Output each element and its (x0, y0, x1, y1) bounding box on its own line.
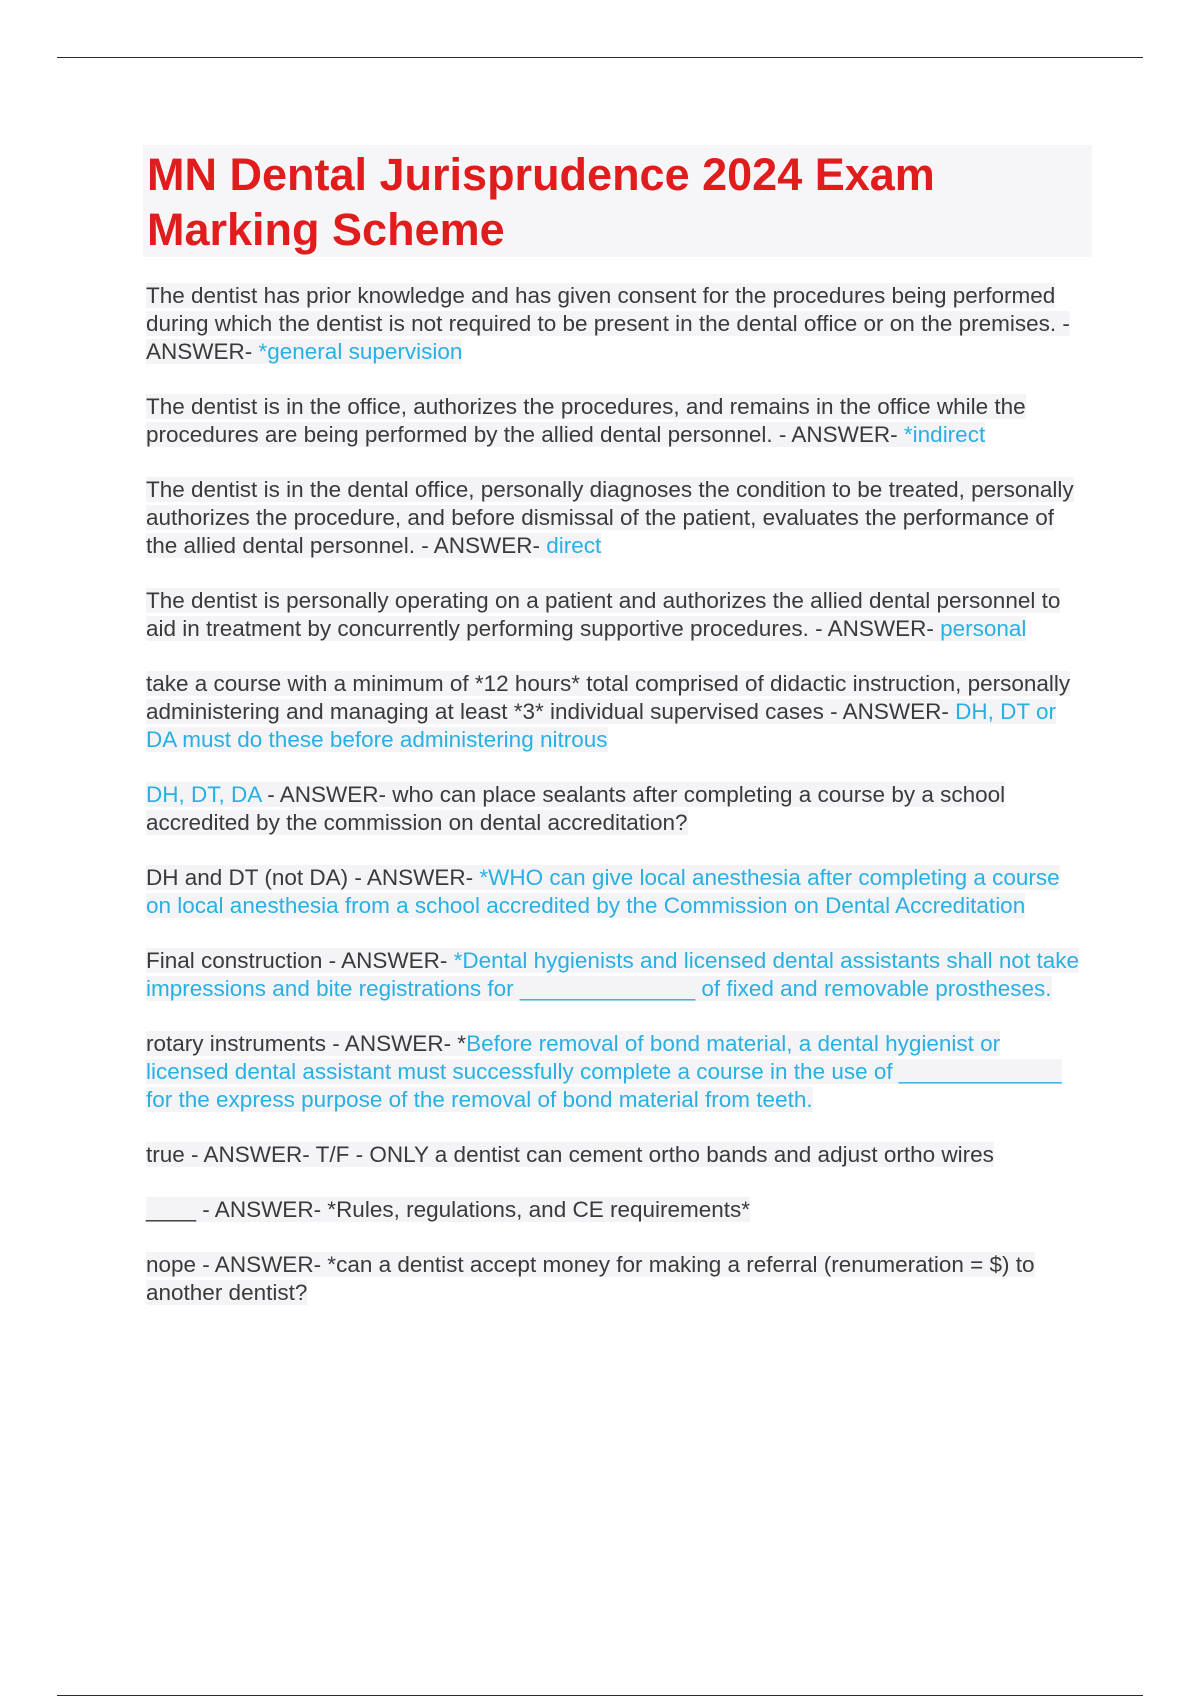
page-title: MN Dental Jurisprudence 2024 Exam Marking Scheme (147, 149, 935, 255)
bottom-rule (57, 1695, 1143, 1696)
qa-answer: *general supervision (258, 339, 463, 364)
qa-question: DH and DT (not DA) - ANSWER- (146, 865, 480, 890)
top-rule (57, 57, 1143, 58)
qa-item (143, 476, 1083, 560)
qa-item (143, 1196, 1083, 1224)
qa-item (143, 1251, 1083, 1307)
qa-question: The dentist is personally operating on a patient and authorizes the allied dental personnel to aid in treatment by concurrently performing supportive procedures. - ANSWER- (146, 588, 1061, 641)
qa-question: - ANSWER- who can place sealants after completing a course by a school accredited by the commission on dental accreditation? (146, 782, 1006, 835)
qa-question: ____ - ANSWER- *Rules, regulations, and CE requirements* (146, 1197, 751, 1222)
qa-list (143, 282, 1083, 1334)
qa-question: true - ANSWER- T/F - ONLY a dentist can cement ortho bands and adjust ortho wires (146, 1142, 994, 1167)
qa-question: rotary instruments - ANSWER- * (146, 1031, 467, 1056)
qa-item (143, 282, 1083, 366)
qa-question: take a course with a minimum of *12 hours* total comprised of didactic instruction, personally administering and managing at least *3* individual supervised cases - ANSWER- (146, 671, 1071, 724)
qa-answer: DH, DT or DA must do these before administering nitrous (146, 699, 1056, 752)
qa-question: The dentist has prior knowledge and has given consent for the procedures being performed during which the dentist is not required to be present in the dental office or on the premises. - ANSWER- (146, 283, 1070, 364)
qa-item (143, 1030, 1083, 1114)
qa-item (143, 1141, 1083, 1169)
qa-answer: Before removal of bond material, a dental hygienist or licensed dental assistant must successfully complete a course in the use of _____________ for the express purpose of the removal of bond material from teeth. (146, 1031, 1062, 1112)
qa-answer: *Dental hygienists and licensed dental assistants shall not take impressions and bite registrations for ______________ of fixed and removable prostheses. (146, 948, 1079, 1001)
qa-lead-answer: DH, DT, DA (146, 782, 262, 807)
title-block (143, 145, 1092, 257)
qa-question: Final construction - ANSWER- (146, 948, 454, 973)
qa-answer: direct (546, 533, 602, 558)
qa-item (143, 587, 1083, 643)
qa-question: nope - ANSWER- *can a dentist accept money for making a referral (renumeration = $) to another dentist? (146, 1252, 1035, 1305)
qa-question: The dentist is in the office, authorizes the procedures, and remains in the office while the procedures are being performed by the allied dental personnel. - ANSWER- (146, 394, 1026, 447)
qa-answer: *WHO can give local anesthesia after completing a course on local anesthesia from a school accredited by the Commission on Dental Accreditation (146, 865, 1060, 918)
qa-question: The dentist is in the dental office, personally diagnoses the condition to be treated, personally authorizes the procedure, and before dismissal of the patient, evaluates the performance of the allied dental personnel. - ANSWER- (146, 477, 1074, 558)
qa-item (143, 947, 1083, 1003)
qa-answer: personal (940, 616, 1027, 641)
qa-item (143, 781, 1083, 837)
qa-answer: *indirect (903, 422, 986, 447)
qa-item (143, 393, 1083, 449)
qa-item (143, 864, 1083, 920)
qa-item (143, 670, 1083, 754)
